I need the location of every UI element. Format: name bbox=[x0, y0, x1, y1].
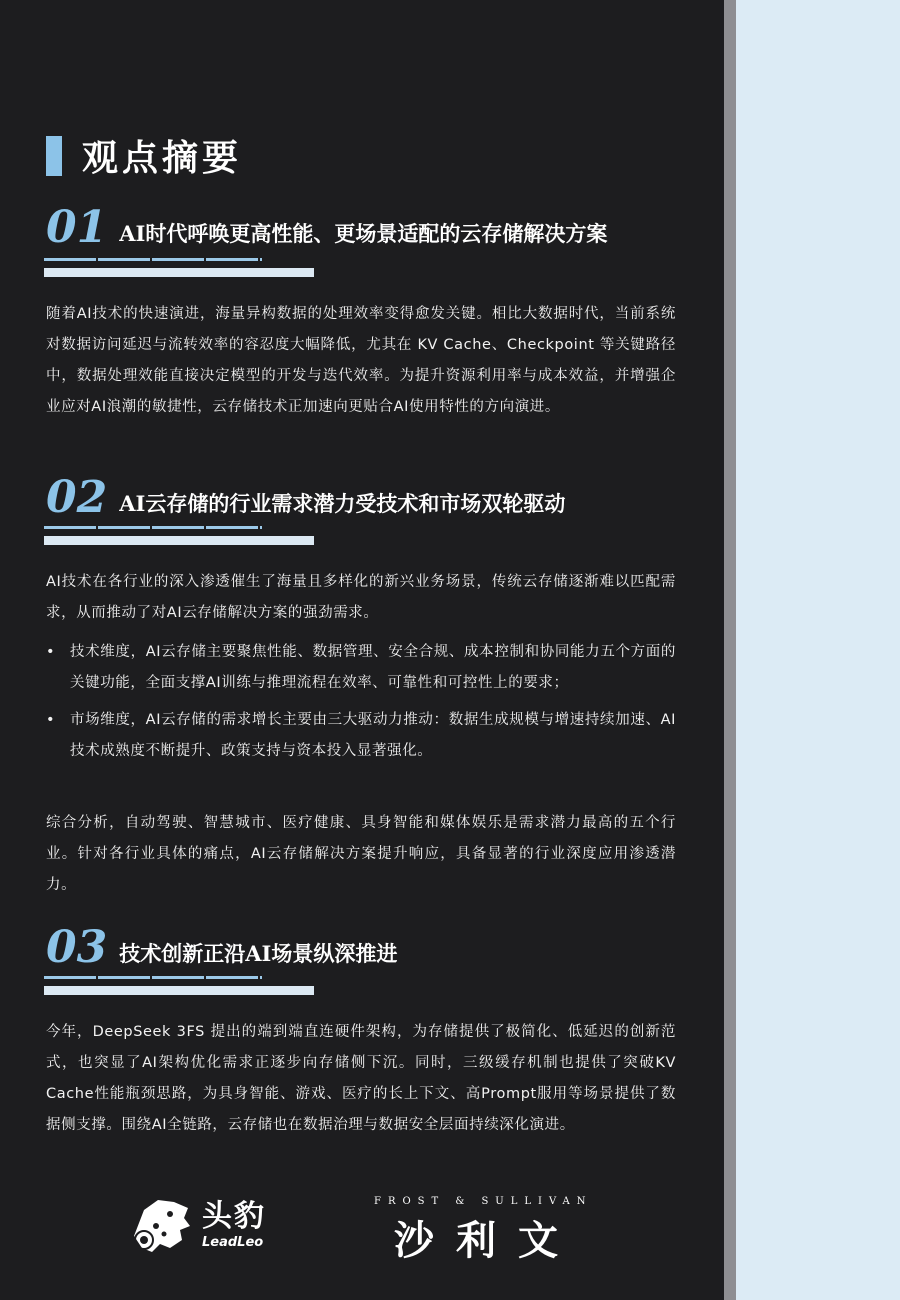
section-1-paragraph: 随着AI技术的快速演进，海量异构数据的处理效率变得愈发关键。相比大数据时代，当前系统对数据访问延迟与流转效率的容忍度大幅降低，尤其在 KV Cache、Checkpoint 等关键路径中，数据处理效能直接决定模型的开发与迭代效率。为提升资源利用率与成本效益，并增强企业应对AI浪潮的敏捷性，云存储技术正加速向更贴合AI使用特性的方向演进。 bbox=[46, 306, 676, 415]
title-accent-bar bbox=[46, 136, 62, 176]
section-3-heading bbox=[46, 922, 398, 973]
leadleo-name-en: LeadLeo bbox=[202, 1234, 264, 1250]
section-3-paragraph: 今年，DeepSeek 3FS 提出的端到端直连硬件架构，为存储提供了极简化、低延迟的创新范式，也突显了AI架构优化需求正逐步向存储侧下沉。同时，三级缓存机制也提供了突破KV Cache性能瓶颈思路，为具身智能、游戏、医疗的长上下文、高Prompt服用等场景提供了数据侧支撑。围绕AI全链路，云存储也在数据治理与数据安全层面持续深化演进。 bbox=[46, 1024, 676, 1133]
leadleo-logo bbox=[130, 1196, 266, 1254]
bullet-text: 市场维度，AI云存储的需求增长主要由三大驱动力推动：数据生成规模与增速持续加速、AI技术成熟度不断提升、政策支持与资本投入显著强化。 bbox=[70, 712, 676, 759]
section-3-title: 技术创新正沿AI场景纵深推进 bbox=[119, 941, 398, 966]
section-2-underline bbox=[44, 526, 314, 545]
section-1-title: AI时代呼唤更高性能、更场景适配的云存储解决方案 bbox=[119, 221, 608, 246]
section-2-conclusion: 综合分析，自动驾驶、智慧城市、医疗健康、具身智能和媒体娱乐是需求潜力最高的五个行业。针对各行业具体的痛点，AI云存储解决方案提升响应，具备显著的行业深度应用渗透潜力。 bbox=[46, 815, 676, 893]
frost-name-cn: 沙利文 bbox=[394, 1218, 580, 1264]
section-2-number: 02 bbox=[46, 472, 108, 523]
section-2-heading bbox=[46, 472, 566, 523]
list-item bbox=[46, 637, 676, 699]
bullet-mark: • bbox=[46, 712, 56, 728]
frost-name-en: FROST & SULLIVAN bbox=[374, 1196, 593, 1207]
page-title: 观点摘要 bbox=[82, 137, 243, 179]
section-3-number: 03 bbox=[46, 922, 108, 973]
leadleo-name-cn: 头豹 bbox=[202, 1198, 266, 1234]
section-2-bullet-list bbox=[46, 637, 676, 773]
summary-heading bbox=[46, 130, 242, 181]
frost-sullivan-logo bbox=[374, 1196, 606, 1266]
list-item bbox=[46, 705, 676, 767]
side-panel bbox=[736, 0, 900, 1300]
section-3-underline bbox=[44, 976, 314, 995]
bullet-text: 技术维度，AI云存储主要聚焦性能、数据管理、安全合规、成本控制和协同能力五个方面的关键功能，全面支撑AI训练与推理流程在效率、可靠性和可控性上的要求； bbox=[70, 644, 676, 691]
section-1-underline bbox=[44, 258, 314, 277]
side-divider bbox=[724, 0, 736, 1300]
section-2-title: AI云存储的行业需求潜力受技术和市场双轮驱动 bbox=[119, 491, 566, 516]
section-1-number: 01 bbox=[46, 202, 108, 253]
bullet-mark: • bbox=[46, 644, 56, 660]
leopard-icon bbox=[130, 1196, 192, 1254]
section-1-heading bbox=[46, 202, 608, 253]
section-2-intro: AI技术在各行业的深入渗透催生了海量且多样化的新兴业务场景，传统云存储逐渐难以匹配需求，从而推动了对AI云存储解决方案的强劲需求。 bbox=[46, 574, 676, 621]
